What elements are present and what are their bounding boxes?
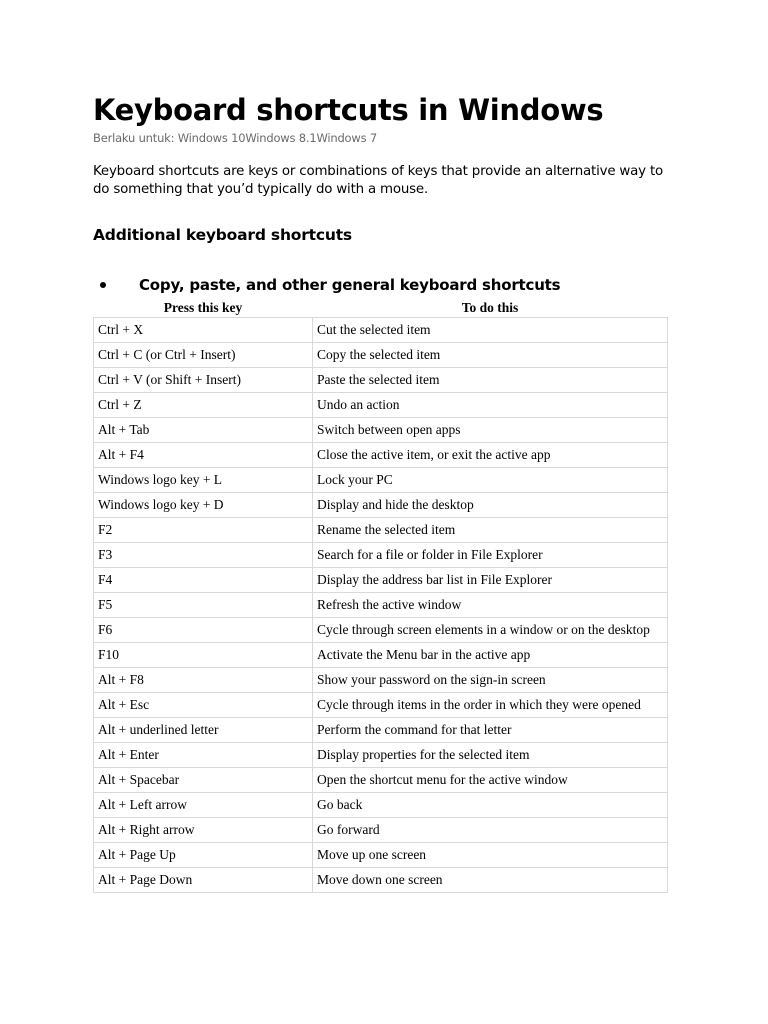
shortcut-action-cell: Move down one screen: [312, 868, 667, 893]
shortcut-key-cell: Alt + Page Up: [94, 843, 313, 868]
table-row: [94, 693, 668, 718]
table-row: [94, 468, 668, 493]
table-row: [94, 718, 668, 743]
page-title: Keyboard shortcuts in Windows: [93, 93, 604, 127]
shortcut-key-cell: Alt + F8: [94, 668, 313, 693]
shortcut-key-cell: F6: [94, 618, 313, 643]
shortcut-action-cell: Lock your PC: [312, 468, 667, 493]
table-row: [94, 493, 668, 518]
table-row: [94, 768, 668, 793]
shortcut-key-cell: Windows logo key + L: [94, 468, 313, 493]
shortcut-action-cell: Display and hide the desktop: [312, 493, 667, 518]
table-header-row: [94, 299, 668, 318]
table-row: [94, 418, 668, 443]
table-row: [94, 318, 668, 343]
section-heading: Additional keyboard shortcuts: [93, 226, 352, 244]
table-row: [94, 618, 668, 643]
shortcut-action-cell: Search for a file or folder in File Explorer: [312, 543, 667, 568]
shortcut-key-cell: F4: [94, 568, 313, 593]
shortcut-key-cell: F10: [94, 643, 313, 668]
table-row: [94, 518, 668, 543]
table-row: [94, 743, 668, 768]
column-header-key: Press this key: [163, 300, 243, 315]
table-row: [94, 568, 668, 593]
table-row: [94, 343, 668, 368]
shortcut-key-cell: F2: [94, 518, 313, 543]
shortcut-action-cell: Activate the Menu bar in the active app: [312, 643, 667, 668]
shortcut-action-cell: Paste the selected item: [312, 368, 667, 393]
shortcut-action-cell: Show your password on the sign-in screen: [312, 668, 667, 693]
intro-paragraph: Keyboard shortcuts are keys or combinations of keys that provide an alternative way to do something that you’d typically do with a mouse.: [93, 164, 664, 197]
shortcut-key-cell: Ctrl + X: [94, 318, 313, 343]
table-row: [94, 543, 668, 568]
shortcuts-table: [93, 299, 668, 893]
subsection-bullet: [93, 274, 668, 296]
shortcut-action-cell: Copy the selected item: [312, 343, 667, 368]
shortcut-key-cell: Alt + Tab: [94, 418, 313, 443]
table-row: [94, 643, 668, 668]
bullet-icon: [100, 282, 106, 288]
shortcut-key-cell: F5: [94, 593, 313, 618]
shortcut-action-cell: Go back: [312, 793, 667, 818]
table-row: [94, 443, 668, 468]
subsection-heading: Copy, paste, and other general keyboard shortcuts: [139, 276, 561, 294]
table-row: [94, 393, 668, 418]
table-row: [94, 668, 668, 693]
shortcut-action-cell: Move up one screen: [312, 843, 667, 868]
shortcut-action-cell: Open the shortcut menu for the active window: [312, 768, 667, 793]
shortcut-key-cell: Windows logo key + D: [94, 493, 313, 518]
shortcut-key-cell: Alt + Left arrow: [94, 793, 313, 818]
shortcut-key-cell: F3: [94, 543, 313, 568]
column-header-action: To do this: [461, 300, 519, 315]
shortcut-action-cell: Cycle through screen elements in a window or on the desktop: [312, 618, 667, 643]
table-body: [94, 318, 668, 893]
shortcut-action-cell: Switch between open apps: [312, 418, 667, 443]
shortcut-key-cell: Alt + Spacebar: [94, 768, 313, 793]
table-row: [94, 868, 668, 893]
shortcut-key-cell: Alt + underlined letter: [94, 718, 313, 743]
document-page: [93, 90, 668, 893]
shortcut-key-cell: Alt + Enter: [94, 743, 313, 768]
applies-to-text: Berlaku untuk: Windows 10Windows 8.1Windows 7: [93, 131, 377, 145]
table-row: [94, 818, 668, 843]
table-row: [94, 793, 668, 818]
shortcut-key-cell: Alt + Esc: [94, 693, 313, 718]
shortcut-action-cell: Refresh the active window: [312, 593, 667, 618]
shortcut-action-cell: Cut the selected item: [312, 318, 667, 343]
shortcut-action-cell: Cycle through items in the order in which they were opened: [312, 693, 667, 718]
table-row: [94, 843, 668, 868]
shortcut-action-cell: Close the active item, or exit the active app: [312, 443, 667, 468]
shortcut-action-cell: Undo an action: [312, 393, 667, 418]
shortcut-key-cell: Alt + Right arrow: [94, 818, 313, 843]
shortcut-key-cell: Ctrl + Z: [94, 393, 313, 418]
shortcut-action-cell: Perform the command for that letter: [312, 718, 667, 743]
table-row: [94, 593, 668, 618]
shortcut-action-cell: Display properties for the selected item: [312, 743, 667, 768]
shortcut-key-cell: Ctrl + V (or Shift + Insert): [94, 368, 313, 393]
shortcut-action-cell: Go forward: [312, 818, 667, 843]
table-row: [94, 368, 668, 393]
shortcut-key-cell: Alt + F4: [94, 443, 313, 468]
shortcut-action-cell: Display the address bar list in File Explorer: [312, 568, 667, 593]
shortcut-key-cell: Ctrl + C (or Ctrl + Insert): [94, 343, 313, 368]
shortcut-action-cell: Rename the selected item: [312, 518, 667, 543]
shortcut-key-cell: Alt + Page Down: [94, 868, 313, 893]
